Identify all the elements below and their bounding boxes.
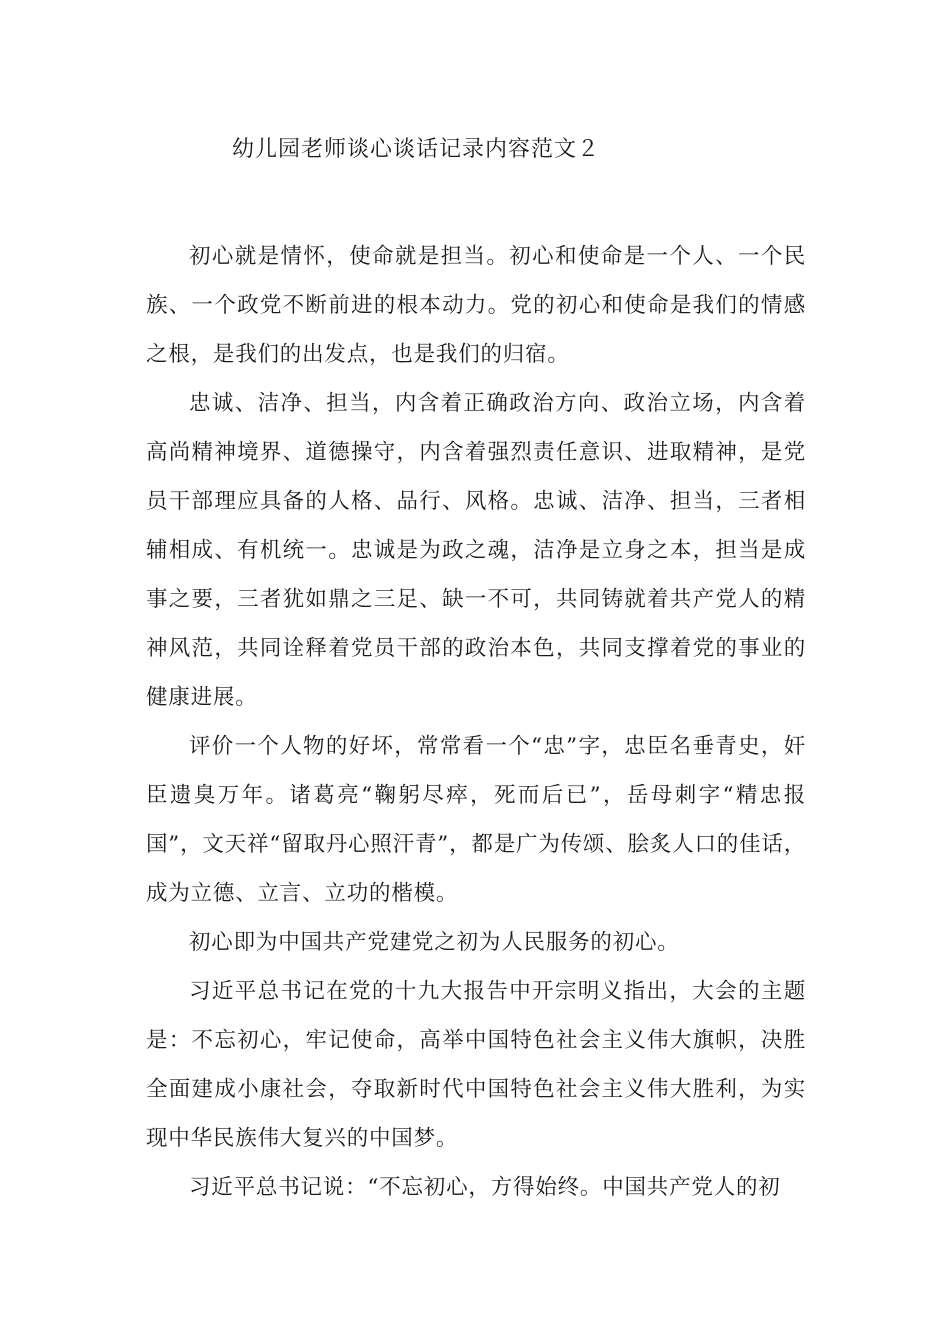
- paragraph: 评价一个人物的好坏，常常看一个“忠”字，忠臣名垂青史，奸臣遗臭万年。诸葛亮“鞠躬尽瘁，死而后已”，岳母刺字“精忠报国”，文天祥“留取丹心照汗青”，都是广为传颂、脍炙人口的佳话，成为立德、立言、立功的楷模。: [146, 734, 806, 906]
- document-title: 幼儿园老师谈心谈话记录内容范文２: [232, 137, 601, 162]
- paragraph: 忠诚、洁净、担当，内含着正确政治方向、政治立场，内含着高尚精神境界、道德操守，内含着强烈责任意识、进取精神，是党员干部理应具备的人格、品行、风格。忠诚、洁净、担当，三者相辅相成、有机统一。忠诚是为政之魂，洁净是立身之本，担当是成事之要，三者犹如鼎之三足、缺一不可，共同铸就着共产党人的精神风范，共同诠释着党员干部的政治本色，共同支撑着党的事业的健康进展。: [146, 391, 806, 710]
- paragraph: 习近平总书记说：“不忘初心，方得始终。中国共产党人的初: [189, 1175, 781, 1200]
- document-body: [146, 232, 806, 1212]
- paragraph: 习近平总书记在党的十九大报告中开宗明义指出，大会的主题是：不忘初心，牢记使命，高举中国特色社会主义伟大旗帜，决胜全面建成小康社会，夺取新时代中国特色社会主义伟大胜利，为实现中华民族伟大复兴的中国梦。: [146, 979, 806, 1151]
- paragraph: 初心就是情怀，使命就是担当。初心和使命是一个人、一个民族、一个政党不断前进的根本动力。党的初心和使命是我们的情感之根，是我们的出发点，也是我们的归宿。: [146, 244, 806, 367]
- paragraph: 初心即为中国共产党建党之初为人民服务的初心。: [189, 930, 680, 955]
